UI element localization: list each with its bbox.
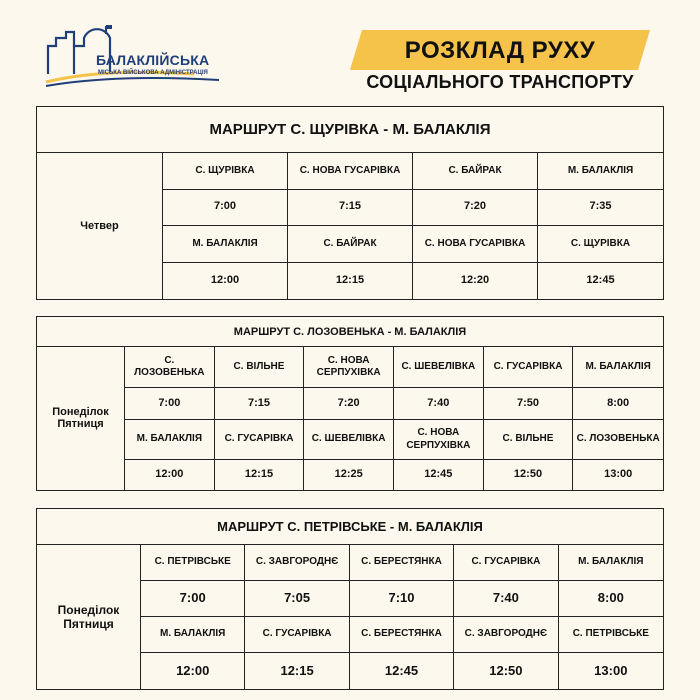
days-text <box>80 220 119 232</box>
departure-time-cell: 12:00 <box>125 460 215 490</box>
stop-name-cell: С. ШЕВЕЛІВКА <box>304 420 394 460</box>
route-day: Пятниця <box>63 616 114 631</box>
schedule-grid <box>125 347 663 490</box>
departure-time-cell: 7:50 <box>484 388 574 420</box>
departure-time-cell: 7:40 <box>454 581 558 617</box>
route-days <box>37 152 163 299</box>
departure-time-cell: 12:20 <box>413 263 538 300</box>
departure-time-cell: 7:00 <box>125 388 215 420</box>
stop-name-cell: С. БАЙРАК <box>288 226 413 263</box>
stop-name-cell: С. НОВА СЕРПУХІВКА <box>394 420 484 460</box>
stop-name-cell: М. БАЛАКЛІЯ <box>163 226 288 263</box>
schedule-grid <box>163 153 663 299</box>
schedule-grid <box>141 545 663 689</box>
page-subtitle: СОЦІАЛЬНОГО ТРАНСПОРТУ <box>366 72 634 92</box>
departure-time-cell: 12:25 <box>304 460 394 490</box>
departure-time-cell: 7:00 <box>163 190 288 227</box>
departure-time-cell: 7:20 <box>304 388 394 420</box>
departure-time-cell: 12:15 <box>288 263 413 300</box>
departure-time-cell: 7:20 <box>413 190 538 227</box>
logo-name: БАЛАКЛІЙСЬКА <box>96 52 210 68</box>
route-title: МАРШРУТ С. ЩУРІВКА - М. БАЛАКЛІЯ <box>37 107 663 153</box>
stop-name-cell: С. ГУСАРІВКА <box>245 617 349 653</box>
stop-name-cell: М. БАЛАКЛІЯ <box>573 347 663 388</box>
departure-time-cell: 7:35 <box>538 190 663 227</box>
route-days <box>37 346 125 490</box>
route-table-petrivske <box>36 508 664 690</box>
departure-time-cell: 12:50 <box>484 460 574 490</box>
departure-time-cell: 8:00 <box>573 388 663 420</box>
stop-name-cell: С. БЕРЕСТЯНКА <box>350 617 454 653</box>
departure-time-cell: 13:00 <box>604 468 633 481</box>
departure-time-cell: 12:45 <box>350 653 454 689</box>
departure-time-cell: 7:05 <box>245 581 349 617</box>
departure-time-cell: 12:00 <box>141 653 245 689</box>
route-title: МАРШРУТ С. ЛОЗОВЕНЬКА - М. БАЛАКЛІЯ <box>37 317 663 347</box>
route-table-lozovenka <box>36 316 664 491</box>
departure-time-cell: 7:10 <box>350 581 454 617</box>
page-header <box>0 0 700 100</box>
route-day: Понеділок <box>57 602 120 617</box>
stop-name-cell: М. БАЛАКЛІЯ <box>125 420 215 460</box>
departure-time-cell: 12:15 <box>215 460 305 490</box>
departure-time-cell: 12:15 <box>245 653 349 689</box>
days-text <box>52 406 109 430</box>
stop-name-cell: С. ЛОЗОВЕНЬКА <box>573 420 663 460</box>
stop-name-cell: С. ПЕТРІВСЬКЕ <box>141 545 245 581</box>
departure-time-cell: 7:00 <box>141 581 245 617</box>
route-day: Пятниця <box>57 418 104 430</box>
stop-name-cell: С. ГУСАРІВКА <box>215 420 305 460</box>
stop-name-cell: С. НОВА ГУСАРІВКА <box>288 153 413 190</box>
route-day: Четвер <box>80 219 119 232</box>
stop-name-cell: М. БАЛАКЛІЯ <box>559 545 663 581</box>
stop-name-cell: С. ВІЛЬНЕ <box>484 420 574 460</box>
page-title: РОЗКЛАД РУХУ <box>404 37 596 64</box>
departure-time-cell: 12:50 <box>454 653 558 689</box>
stop-name-cell: С. ЗАВГОРОДНЄ <box>454 617 558 653</box>
city-logo <box>44 24 224 88</box>
stop-name-cell: С. ЛОЗОВЕНЬКА <box>125 347 215 388</box>
stop-name-cell: С. БЕРЕСТЯНКА <box>350 545 454 581</box>
stop-name-cell: С. БАЙРАК <box>413 153 538 190</box>
departure-time-cell: 12:00 <box>163 263 288 300</box>
route-day: Понеділок <box>52 406 109 418</box>
logo-subtitle: МІСЬКА ВІЙСЬКОВА АДМІНІСТРАЦІЯ <box>98 70 208 76</box>
stop-name-cell: С. ВІЛЬНЕ <box>215 347 305 388</box>
departure-time-cell: 12:45 <box>394 460 484 490</box>
days-text <box>58 603 120 631</box>
stop-name-cell: М. БАЛАКЛІЯ <box>538 153 663 190</box>
route-table-shchurivka <box>36 106 664 300</box>
stop-name-cell: С. ЩУРІВКА <box>163 153 288 190</box>
departure-time-cell: 13:00 <box>594 662 628 678</box>
stop-name-cell: С. ЗАВГОРОДНЄ <box>245 545 349 581</box>
departure-time-cell: 7:15 <box>288 190 413 227</box>
route-days <box>37 544 141 689</box>
stop-name-cell: С. ПЕТРІВСЬКЕ <box>559 617 663 653</box>
stop-name-cell: С. ЩУРІВКА <box>538 226 663 263</box>
stop-name-cell: М. БАЛАКЛІЯ <box>141 617 245 653</box>
stop-name-cell: С. ШЕВЕЛІВКА <box>394 347 484 388</box>
departure-time-cell: 7:15 <box>215 388 305 420</box>
stop-name-cell: С. НОВА ГУСАРІВКА <box>413 226 538 263</box>
route-title: МАРШРУТ С. ПЕТРІВСЬКЕ - М. БАЛАКЛІЯ <box>37 509 663 545</box>
stop-name-cell: С. ГУСАРІВКА <box>454 545 558 581</box>
departure-time-cell: 12:45 <box>586 273 615 286</box>
stop-name-cell: С. ГУСАРІВКА <box>484 347 574 388</box>
departure-time-cell: 7:40 <box>394 388 484 420</box>
stop-name-cell: С. НОВА СЕРПУХІВКА <box>304 347 394 388</box>
departure-time-cell: 8:00 <box>559 581 663 617</box>
